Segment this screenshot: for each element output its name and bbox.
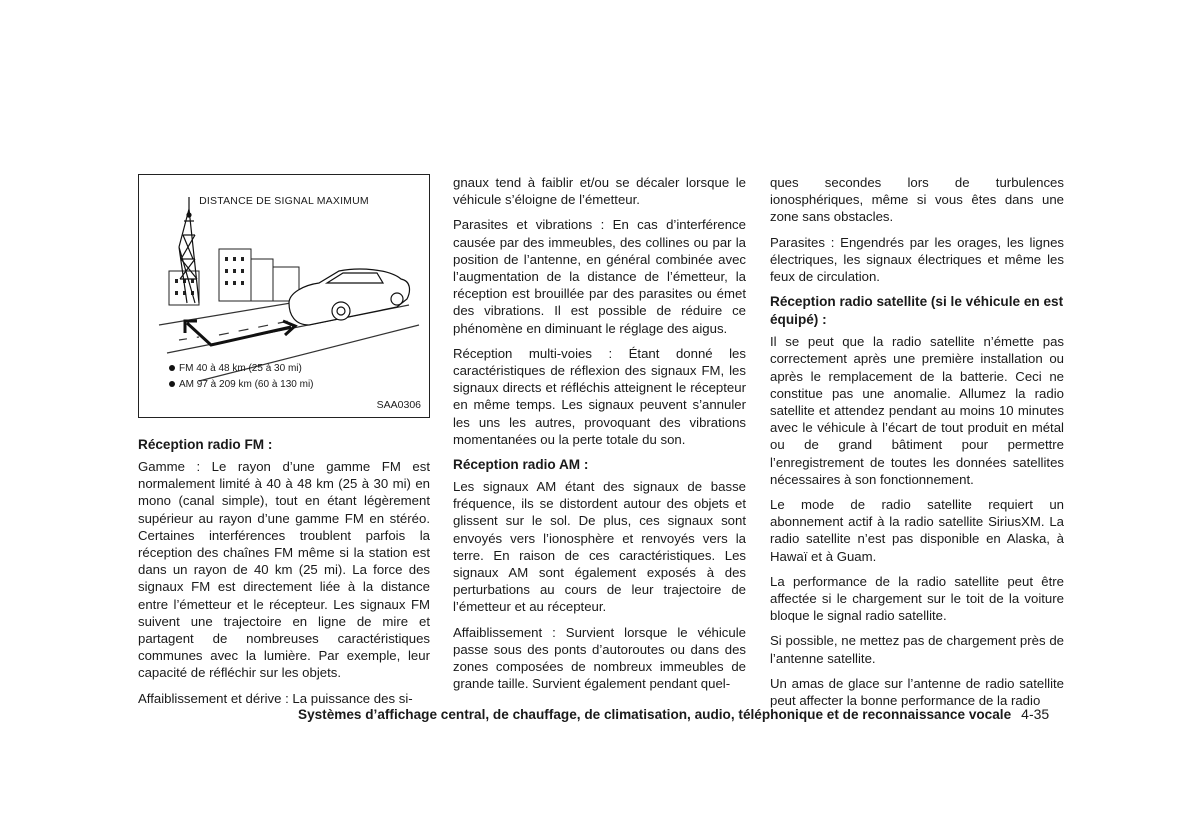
paragraph-fading-continued-am: ques secondes lors de turbulences ionosphériques, même si vous êtes dans une zone sans obstacles. [770, 175, 1064, 225]
paragraph-am-signals: Les signaux AM étant des signaux de basse fréquence, ils se distordent autour des objets et glissent sur le sol. De plus, ces signaux sont envoyés vers l’ionosphère et renvoyés vers la terre. En raison de ces caractéristiques. Les signaux AM sont également exposés à des perturbations au cours de leur trajectoire de l’émetteur et au récepteur. [453, 479, 746, 615]
heading-fm-reception: Réception radio FM : [138, 437, 273, 452]
legend-fm-label: FM 40 à 48 km (25 à 30 mi) [179, 363, 302, 374]
footer-section-title: Systèmes d’affichage central, de chauffage, de climatisation, audio, téléphonique et de reconnaissance vocale [298, 707, 1012, 722]
paragraph-satellite-setup: Il se peut que la radio satellite n’émette pas correctement après une première installation ou après le remplacement de la batterie. Ceci ne constitue pas une anomalie. Allumez la radio satellite et attendez pendant au moins 10 minutes avec le véhicule à l’écart de tout produit en métal ou de grand bâtiment pour permettre l’enregistrement de toutes les données satellites nécessaires à son fonctionnement. [770, 334, 1064, 487]
paragraph-fm-range: Gamme : Le rayon d’une gamme FM est normalement limité à 40 à 48 km (25 à 30 mi) en mono (canal simple), tout en étant légèrement supérieur au rayon d’une gamme FM en stéréo. Certaines interférences troublent parfois la réception des chaînes FM même si la station est dans un rayon de 40 km (25 mi). La force des signaux FM est directement liée à la distance entre l’émetteur et le récepteur. Les signaux FM suivent une trajectoire en ligne de mire et partagent de nombreuses caractéristiques communes avec la lumière. Par exemple, leur capacité de réfléchir sur les objets. [138, 459, 430, 681]
paragraph-fading-continued: gnaux tend à faiblir et/ou se décaler lorsque le véhicule s’éloigne de l’émetteur. [453, 175, 746, 208]
page-footer [298, 706, 1049, 722]
legend-item-am [169, 379, 314, 390]
figure-code: SAA0306 [376, 399, 421, 411]
column-3 [770, 174, 1064, 717]
paragraph-am-static: Parasites : Engendrés par les orages, les lignes électriques, les signaux électriques et même les feux de circulation. [770, 234, 1064, 285]
paragraph-static-flutter: Parasites et vibrations : En cas d’interférence causée par des immeubles, des collines ou par la position de l’antenne, en général combinée avec l’augmentation de la distance de l’émetteur, la réception est brouillée par des parasites ou émet des vibrations. Il est possible de réduire ce phénomène en diminuant le réglage des aigus. [453, 217, 746, 336]
page-number: 4-35 [1021, 706, 1050, 722]
paragraph-fading-drift: Affaiblissement et dérive : La puissance des si- [138, 690, 413, 706]
legend-am-label: AM 97 à 209 km (60 à 130 mi) [179, 379, 314, 390]
legend-item-fm [169, 363, 302, 374]
bullet-icon [169, 365, 175, 371]
paragraph-satellite-subscription: Le mode de radio satellite requiert un abonnement actif à la radio satellite SiriusXM. La radio satellite n’est pas disponible en Alaska, à Hawaï et à Guam. [770, 497, 1064, 564]
signal-arrow-icon [185, 321, 295, 345]
signal-distance-figure [138, 174, 430, 418]
car-icon [289, 269, 409, 325]
heading-am-reception: Réception radio AM : [453, 457, 589, 473]
paragraph-am-fading: Affaiblissement : Survient lorsque le véhicule passe sous des ponts d’autoroutes ou dans des zones composées de nombreux immeubles de grande taille. Survient également pendant quel- [453, 624, 746, 692]
heading-satellite-reception: Réception radio satellite (si le véhicule en est équipé) : [770, 294, 1064, 328]
paragraph-satellite-roof-load: La performance de la radio satellite peut être affectée si le chargement sur le toit de la voiture bloque le signal radio satellite. [770, 573, 1064, 624]
column-2 [453, 174, 746, 700]
paragraph-satellite-ice: Un amas de glace sur l’antenne de radio satellite peut affecter la bonne performance de la radio [770, 675, 1064, 709]
figure-title: DISTANCE DE SIGNAL MAXIMUM [199, 195, 369, 207]
column-1 [138, 430, 430, 715]
paragraph-multipath: Réception multi-voies : Étant donné les caractéristiques de réflexion des signaux FM, les signaux directs et réfléchis atteignent le récepteur en même temps. Les signaux peuvent s’annuler les uns les autres, provoquant des vibrations momentanées ou la perte totale du son. [453, 345, 746, 447]
paragraph-satellite-cargo: Si possible, ne mettez pas de chargement près de l’antenne satellite. [770, 633, 1064, 666]
bullet-icon [169, 381, 175, 387]
